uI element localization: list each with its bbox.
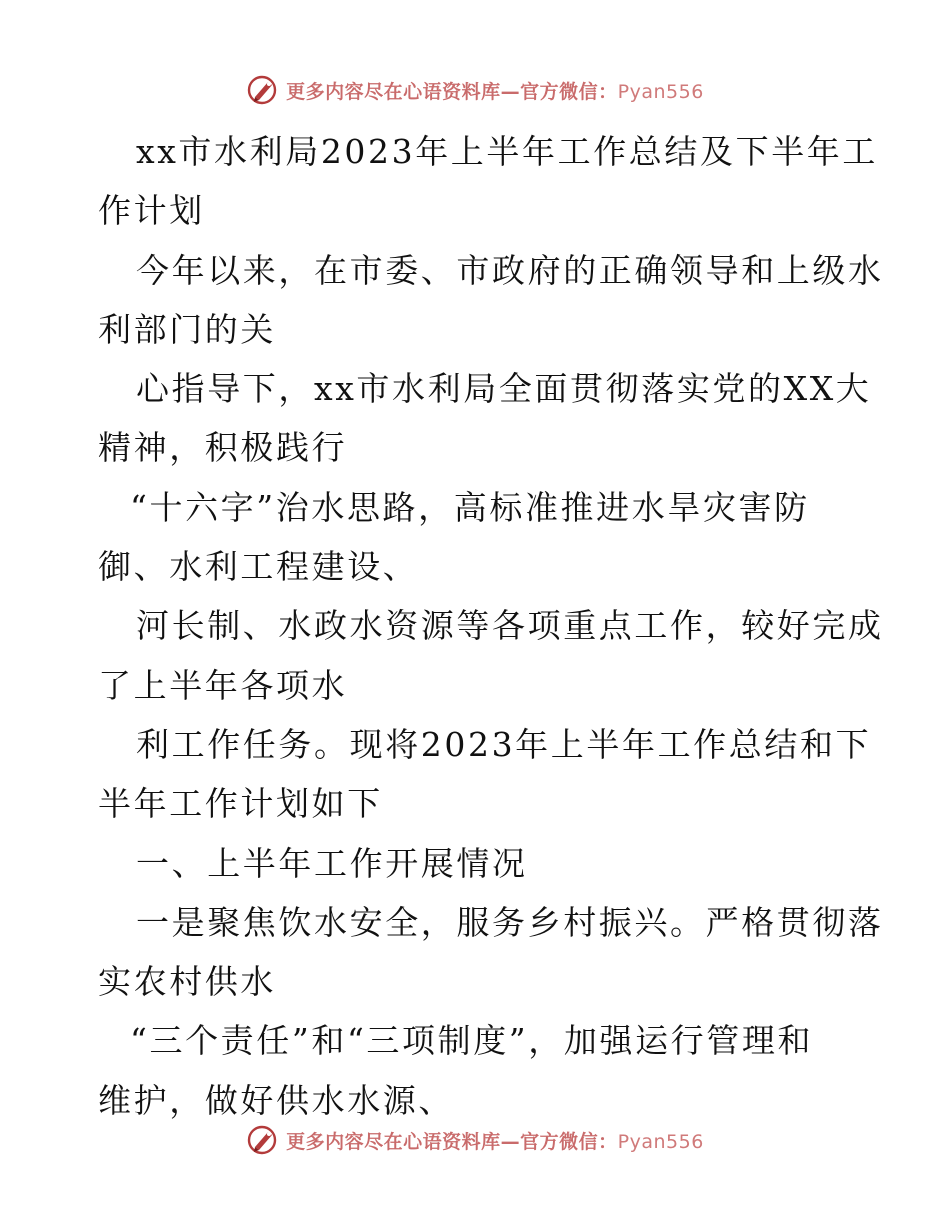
paragraph-line: 一是聚焦饮水安全，服务乡村振兴。严格贯彻落: [136, 902, 884, 942]
paragraph-line: “三个责任”和“三项制度”，加强运行管理和: [130, 1021, 814, 1061]
paragraph-line: 河长制、水政水资源等各项重点工作，较好完成: [136, 606, 884, 646]
watermark-brand: Pyan556: [617, 1130, 704, 1153]
watermark-text: 更多内容尽在心语资料库—官方微信：Pyan556: [286, 1130, 704, 1153]
footer-watermark: [0, 1120, 950, 1160]
paragraph-line: 利工作任务。现将2023年上半年工作总结和下: [136, 724, 872, 764]
section-heading: 一、上半年工作开展情况: [136, 843, 528, 883]
paragraph-line: 实农村供水: [98, 962, 276, 1002]
paragraph-line: 半年工作计划如下: [98, 784, 383, 824]
watermark-text: 更多内容尽在心语资料库—官方微信：Pyan556: [286, 80, 704, 103]
header-watermark: [0, 70, 950, 110]
paragraph-line: 今年以来，在市委、市政府的正确领导和上级水: [136, 250, 884, 290]
pen-logo-icon: [246, 73, 280, 107]
document-title-line-2: 作计划: [98, 191, 205, 231]
paragraph-line: 了上半年各项水: [98, 665, 348, 705]
watermark-brand: Pyan556: [617, 80, 704, 103]
paragraph-line: 精神，积极践行: [98, 428, 348, 468]
document-title-line-1: xx市水利局2023年上半年工作总结及下半年工: [136, 132, 879, 171]
paragraph-line: 维护，做好供水水源、: [98, 1080, 454, 1120]
paragraph-line: “十六字”治水思路，高标准推进水旱灾害防: [130, 487, 810, 527]
pen-logo-icon: [246, 1123, 280, 1157]
document-body: [98, 122, 884, 1130]
paragraph-line: 利部门的关: [98, 309, 276, 349]
paragraph-line: 心指导下，xx市水利局全面贯彻落实党的XX大: [136, 369, 872, 409]
paragraph-line: 御、水利工程建设、: [98, 547, 419, 587]
